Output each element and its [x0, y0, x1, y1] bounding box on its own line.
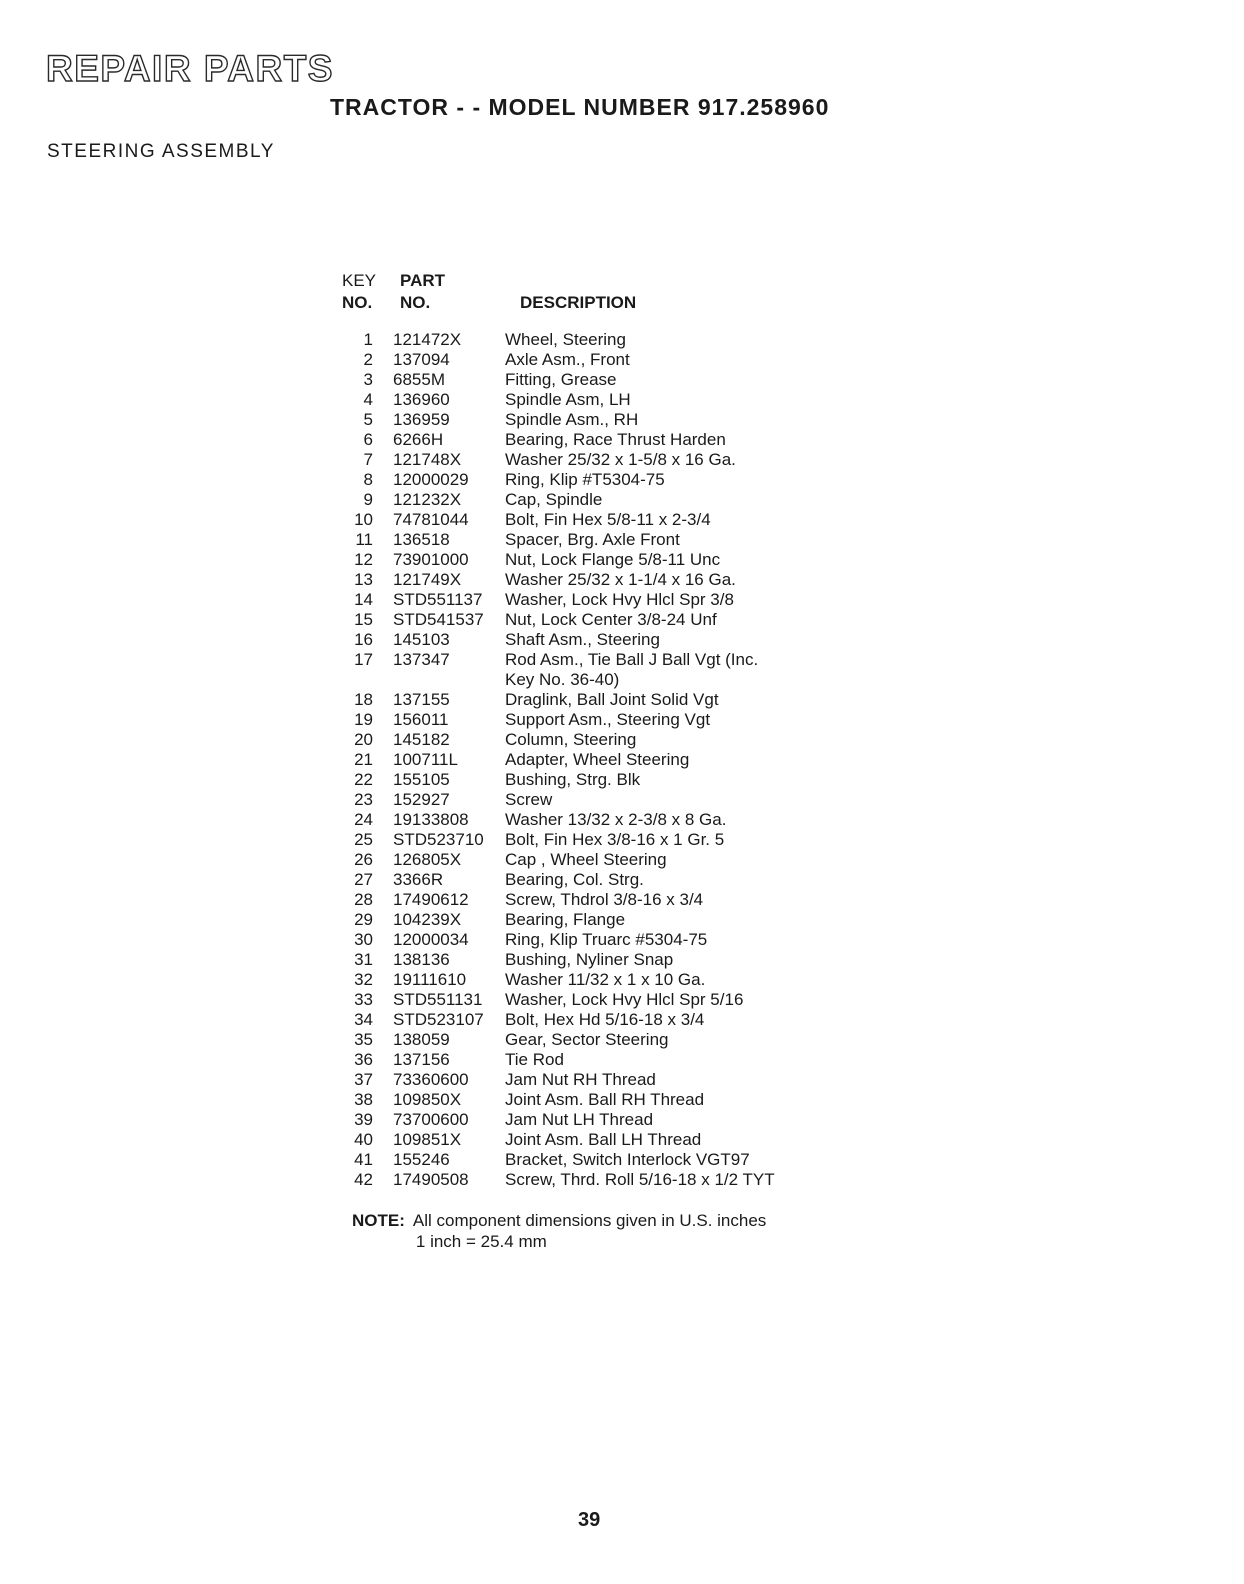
part-no-cell: 121749X	[393, 570, 462, 589]
key-no-cell: 16	[354, 630, 373, 649]
part-no-cell: STD551131	[393, 990, 483, 1009]
key-no-cell: 29	[354, 910, 373, 929]
note-body	[413, 1210, 766, 1252]
key-no-cell: 24	[354, 810, 373, 829]
part-no-cell: 138136	[393, 950, 450, 969]
part-no-cell: 137156	[393, 1050, 450, 1069]
description-cell: Axle Asm., Front	[505, 350, 630, 369]
key-no-cell: 30	[354, 930, 373, 949]
table-row	[340, 690, 900, 710]
part-no-cell: 12000034	[393, 930, 469, 949]
table-row	[340, 790, 900, 810]
table-row	[340, 950, 900, 970]
key-no-cell: 28	[354, 890, 373, 909]
key-no-cell: 11	[355, 530, 373, 549]
note	[352, 1210, 766, 1252]
column-header-key-no	[342, 270, 376, 314]
table-row	[340, 1150, 900, 1170]
page-number: 39	[578, 1509, 601, 1531]
key-no-cell: 17	[354, 650, 373, 669]
description-cell: Support Asm., Steering Vgt	[505, 710, 711, 729]
description-cell: Screw	[505, 790, 553, 809]
column-header-description: DESCRIPTION	[520, 293, 637, 312]
description-cell: Washer 25/32 x 1-1/4 x 16 Ga.	[505, 570, 736, 589]
table-row	[340, 770, 900, 790]
description-cell: Bushing, Nyliner Snap	[505, 950, 674, 969]
key-no-cell: 19	[354, 710, 373, 729]
key-no-cell: 3	[363, 370, 373, 389]
table-row	[340, 910, 900, 930]
part-no-cell: 104239X	[393, 910, 462, 929]
table-row	[340, 450, 900, 470]
description-cell: Bearing, Col. Strg.	[505, 870, 644, 889]
part-no-cell: 74781044	[393, 510, 469, 529]
part-no-cell: 121748X	[393, 450, 462, 469]
description-cell: Tie Rod	[505, 1050, 564, 1069]
description-cell: Spacer, Brg. Axle Front	[505, 530, 680, 549]
part-no-cell: 6855M	[393, 370, 445, 389]
key-no-cell: 4	[363, 390, 373, 409]
table-row	[340, 650, 900, 690]
key-no-cell: 41	[354, 1150, 373, 1169]
table-row	[340, 1090, 900, 1110]
note-line-1: All component dimensions given in U.S. inches	[412, 1211, 767, 1230]
table-row	[340, 390, 900, 410]
description-cell: Column, Steering	[505, 730, 637, 749]
part-no-cell: 73360600	[393, 1070, 469, 1089]
description-cell: Cap , Wheel Steering	[505, 850, 667, 869]
key-no-cell: 26	[354, 850, 373, 869]
description-cell: Ring, Klip Truarc #5304-75	[505, 930, 708, 949]
table-row	[340, 490, 900, 510]
description-cell: Ring, Klip #T5304-75	[505, 470, 665, 489]
key-no-cell: 37	[354, 1070, 373, 1089]
table-row	[340, 430, 900, 450]
column-header-key-line1: KEY	[342, 271, 377, 290]
key-no-cell: 1	[363, 330, 373, 349]
part-no-cell: 145182	[393, 730, 450, 749]
table-row	[340, 870, 900, 890]
description-cell: Bracket, Switch Interlock VGT97	[505, 1150, 750, 1169]
note-line-2: 1 inch = 25.4 mm	[415, 1232, 547, 1251]
model-heading: TRACTOR - - MODEL NUMBER 917.258960	[330, 94, 830, 120]
table-row	[340, 750, 900, 770]
key-no-cell: 8	[363, 470, 373, 489]
key-no-cell: 34	[354, 1010, 373, 1029]
parts-list	[340, 330, 900, 1190]
table-row	[340, 1170, 900, 1190]
description-cell: Adapter, Wheel Steering	[505, 750, 690, 769]
column-header-key-line2: NO.	[342, 293, 373, 312]
table-row	[340, 570, 900, 590]
table-row	[340, 590, 900, 610]
part-no-cell: 73700600	[393, 1110, 469, 1129]
table-row	[340, 470, 900, 490]
description-cell: Joint Asm. Ball LH Thread	[505, 1130, 702, 1149]
key-no-cell: 21	[354, 750, 373, 769]
table-row	[340, 1050, 900, 1070]
table-row	[340, 630, 900, 650]
part-no-cell: 19111610	[393, 970, 467, 989]
table-row	[340, 350, 900, 370]
table-row	[340, 890, 900, 910]
part-no-cell: 136960	[393, 390, 450, 409]
key-no-cell: 25	[354, 830, 373, 849]
table-row	[340, 370, 900, 390]
description-cell: Cap, Spindle	[505, 490, 603, 509]
column-header-part-line1: PART	[400, 271, 446, 290]
key-no-cell: 31	[354, 950, 373, 969]
key-no-cell: 14	[354, 590, 373, 609]
description-cell: Joint Asm. Ball RH Thread	[505, 1090, 705, 1109]
key-no-cell: 12	[354, 550, 373, 569]
part-no-cell: 136518	[393, 530, 450, 549]
part-no-cell: 136959	[393, 410, 450, 429]
description-cell: Screw, Thdrol 3/8-16 x 3/4	[505, 890, 704, 909]
part-no-cell: 126805X	[393, 850, 462, 869]
table-row	[340, 830, 900, 850]
table-row	[340, 1070, 900, 1090]
part-no-cell: STD551137	[393, 590, 483, 609]
part-no-cell: 137155	[393, 690, 450, 709]
key-no-cell: 27	[354, 870, 373, 889]
description-cell: Screw, Thrd. Roll 5/16-18 x 1/2 TYT	[505, 1170, 775, 1189]
description-cell: Nut, Lock Center 3/8-24 Unf	[505, 610, 717, 629]
description-cell: Washer, Lock Hvy Hlcl Spr 3/8	[505, 590, 734, 609]
table-row	[340, 550, 900, 570]
table-row	[340, 710, 900, 730]
description-cell: Washer 11/32 x 1 x 10 Ga.	[505, 970, 706, 989]
description-cell: Bolt, Fin Hex 5/8-11 x 2-3/4	[505, 510, 711, 529]
table-row	[340, 410, 900, 430]
key-no-cell: 36	[354, 1050, 373, 1069]
part-no-cell: 12000029	[393, 470, 469, 489]
page-title: REPAIR PARTS	[46, 48, 334, 89]
description-cell: Washer, Lock Hvy Hlcl Spr 5/16	[505, 990, 744, 1009]
description-cell: Jam Nut RH Thread	[505, 1070, 656, 1089]
key-no-cell: 35	[354, 1030, 373, 1049]
table-row	[340, 510, 900, 530]
part-no-cell: 109851X	[393, 1130, 462, 1149]
part-no-cell: 100711L	[393, 750, 458, 769]
description-cell: Spindle Asm, LH	[505, 390, 631, 409]
description-cell: Jam Nut LH Thread	[505, 1110, 654, 1129]
table-row	[340, 1110, 900, 1130]
description-cell: Bearing, Flange	[505, 910, 626, 929]
part-no-cell: 109850X	[393, 1090, 462, 1109]
table-row	[340, 530, 900, 550]
key-no-cell: 18	[354, 690, 373, 709]
key-no-cell: 10	[354, 510, 373, 529]
key-no-cell: 39	[354, 1110, 373, 1129]
table-row	[340, 930, 900, 950]
description-cell: Draglink, Ball Joint Solid Vgt	[505, 690, 719, 709]
key-no-cell: 42	[354, 1170, 373, 1189]
description-cell: Rod Asm., Tie Ball J Ball Vgt (Inc. Key No. 36-40)	[505, 650, 759, 689]
table-row	[340, 850, 900, 870]
part-no-cell: 152927	[393, 790, 450, 809]
key-no-cell: 15	[354, 610, 373, 629]
key-no-cell: 13	[354, 570, 373, 589]
part-no-cell: 156011	[393, 710, 449, 729]
part-no-cell: 155105	[393, 770, 450, 789]
part-no-cell: 137094	[393, 350, 450, 369]
key-no-cell: 38	[354, 1090, 373, 1109]
key-no-cell: 20	[354, 730, 373, 749]
description-cell: Bearing, Race Thrust Harden	[505, 430, 726, 449]
part-no-cell: STD523710	[393, 830, 484, 849]
key-no-cell: 23	[354, 790, 373, 809]
part-no-cell: 17490508	[393, 1170, 469, 1189]
section-heading: STEERING ASSEMBLY	[47, 141, 275, 162]
description-cell: Bolt, Fin Hex 3/8-16 x 1 Gr. 5	[505, 830, 725, 849]
key-no-cell: 5	[363, 410, 373, 429]
part-no-cell: 145103	[393, 630, 450, 649]
key-no-cell: 22	[354, 770, 373, 789]
part-no-cell: 137347	[393, 650, 450, 669]
note-label: NOTE:	[352, 1211, 405, 1230]
description-cell: Washer 13/32 x 2-3/8 x 8 Ga.	[505, 810, 727, 829]
description-cell: Bushing, Strg. Blk	[505, 770, 641, 789]
part-no-cell: 121232X	[393, 490, 462, 509]
table-row	[340, 1030, 900, 1050]
part-no-cell: 121472X	[393, 330, 462, 349]
part-no-cell: 19133808	[393, 810, 469, 829]
table-row	[340, 610, 900, 630]
key-no-cell: 7	[363, 450, 373, 469]
table-row	[340, 1130, 900, 1150]
part-no-cell: 17490612	[393, 890, 469, 909]
table-row	[340, 1010, 900, 1030]
part-no-cell: 3366R	[393, 870, 444, 889]
key-no-cell: 40	[354, 1130, 373, 1149]
part-no-cell: STD541537	[393, 610, 484, 629]
key-no-cell: 2	[363, 350, 373, 369]
description-cell: Spindle Asm., RH	[505, 410, 639, 429]
part-no-cell: 73901000	[393, 550, 469, 569]
table-row	[340, 330, 900, 350]
table-row	[340, 990, 900, 1010]
description-cell: Fitting, Grease	[505, 370, 617, 389]
key-no-cell: 33	[354, 990, 373, 1009]
part-no-cell: 155246	[393, 1150, 450, 1169]
description-cell: Wheel, Steering	[505, 330, 626, 349]
description-cell: Bolt, Hex Hd 5/16-18 x 3/4	[505, 1010, 705, 1029]
description-cell: Nut, Lock Flange 5/8-11 Unc	[505, 550, 721, 569]
part-no-cell: 6266H	[393, 430, 444, 449]
description-cell: Gear, Sector Steering	[505, 1030, 669, 1049]
column-header-part-line2: NO.	[400, 293, 431, 312]
description-cell: Washer 25/32 x 1-5/8 x 16 Ga.	[505, 450, 736, 469]
table-row	[340, 970, 900, 990]
key-no-cell: 6	[363, 430, 373, 449]
table-row	[340, 730, 900, 750]
key-no-cell: 32	[354, 970, 373, 989]
column-header-part-no	[400, 270, 445, 314]
part-no-cell: 138059	[393, 1030, 450, 1049]
description-cell: Shaft Asm., Steering	[505, 630, 660, 649]
part-no-cell: STD523107	[393, 1010, 484, 1029]
key-no-cell: 9	[363, 490, 373, 509]
table-row	[340, 810, 900, 830]
